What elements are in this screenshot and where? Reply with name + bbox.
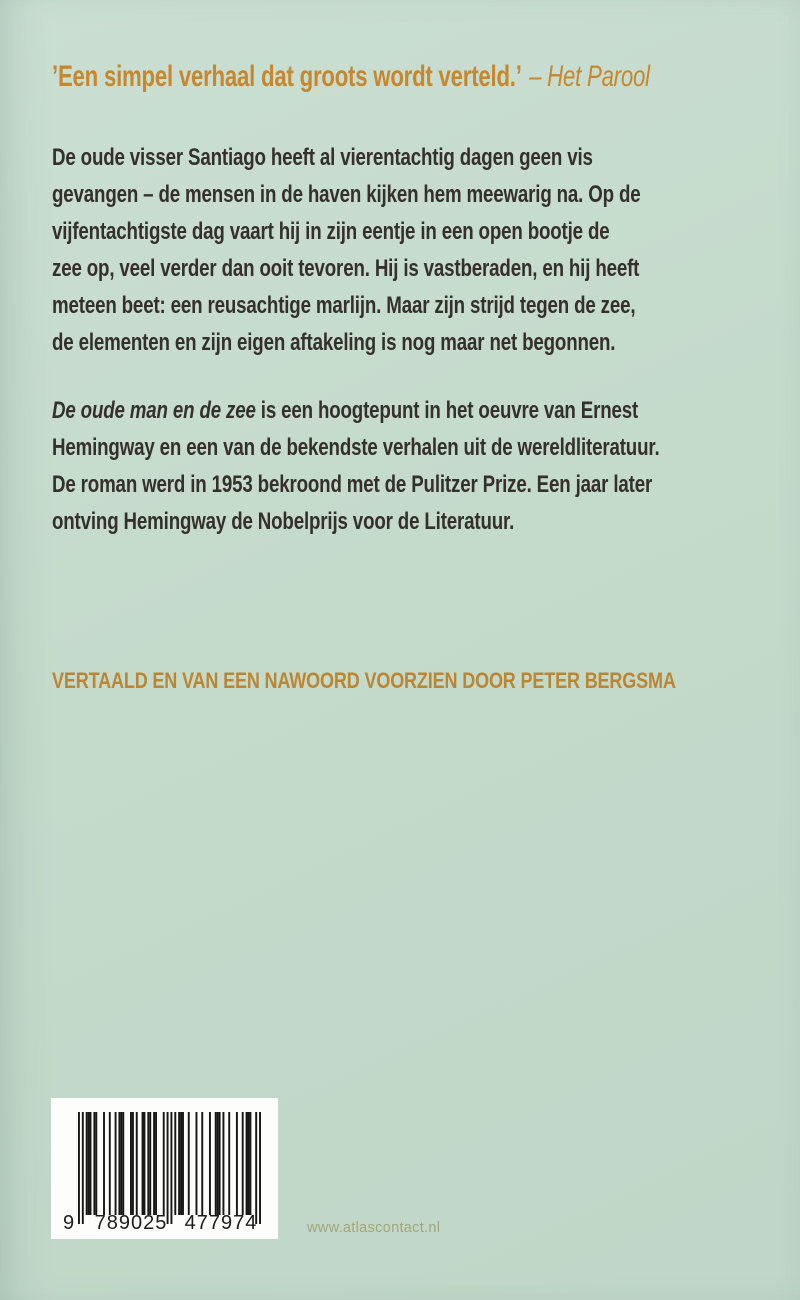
review-quote-source: – Het Parool: [529, 60, 650, 93]
publisher-website-url: www.atlascontact.nl: [307, 1219, 441, 1236]
about-line: ontving Hemingway de Nobelprijs voor de Literatuur.: [52, 508, 515, 535]
isbn-digit-lead: 9: [63, 1212, 76, 1234]
about-line-rest: is een hoogtepunt in het oeuvre van Ernest: [255, 397, 639, 424]
about-line: De roman werd in 1953 bekroond met de Pulitzer Prize. Een jaar later: [52, 471, 653, 498]
synopsis-line: meteen beet: een reusachtige marlijn. Maar zijn strijd tegen de zee,: [52, 292, 636, 319]
review-quote: [52, 60, 650, 94]
barcode: [51, 1098, 278, 1239]
synopsis-line: vijfentachtigste dag vaart hij in zijn eentje in een open bootje de: [52, 218, 610, 245]
synopsis-line: De oude visser Santiago heeft al vierentachtig dagen geen vis: [52, 144, 593, 171]
synopsis-line: zee op, veel verder dan ooit tevoren. Hij is vastberaden, en hij heeft: [52, 255, 640, 282]
isbn-digits-right: 477974: [184, 1212, 258, 1234]
synopsis-paragraph: [52, 139, 641, 361]
synopsis-line: de elementen en zijn eigen aftakeling is nog maar net begonnen.: [52, 329, 616, 356]
book-title-italic: De oude man en de zee: [52, 397, 256, 424]
about-line: Hemingway en een van de bekendste verhalen uit de wereldliteratuur.: [52, 434, 660, 461]
about-paragraph: [52, 392, 660, 540]
about-line: [52, 392, 660, 429]
synopsis-line: gevangen – de mensen in de haven kijken hem meewarig na. Op de: [52, 181, 641, 208]
review-quote-text: ’Een simpel verhaal dat groots wordt verteld.’: [52, 60, 522, 93]
isbn-digits-left: 789025: [94, 1212, 168, 1234]
barcode-bars-icon: [78, 1112, 261, 1224]
translator-credit: VERTAALD EN VAN EEN NAWOORD VOORZIEN DOOR PETER BERGSMA: [52, 668, 676, 693]
